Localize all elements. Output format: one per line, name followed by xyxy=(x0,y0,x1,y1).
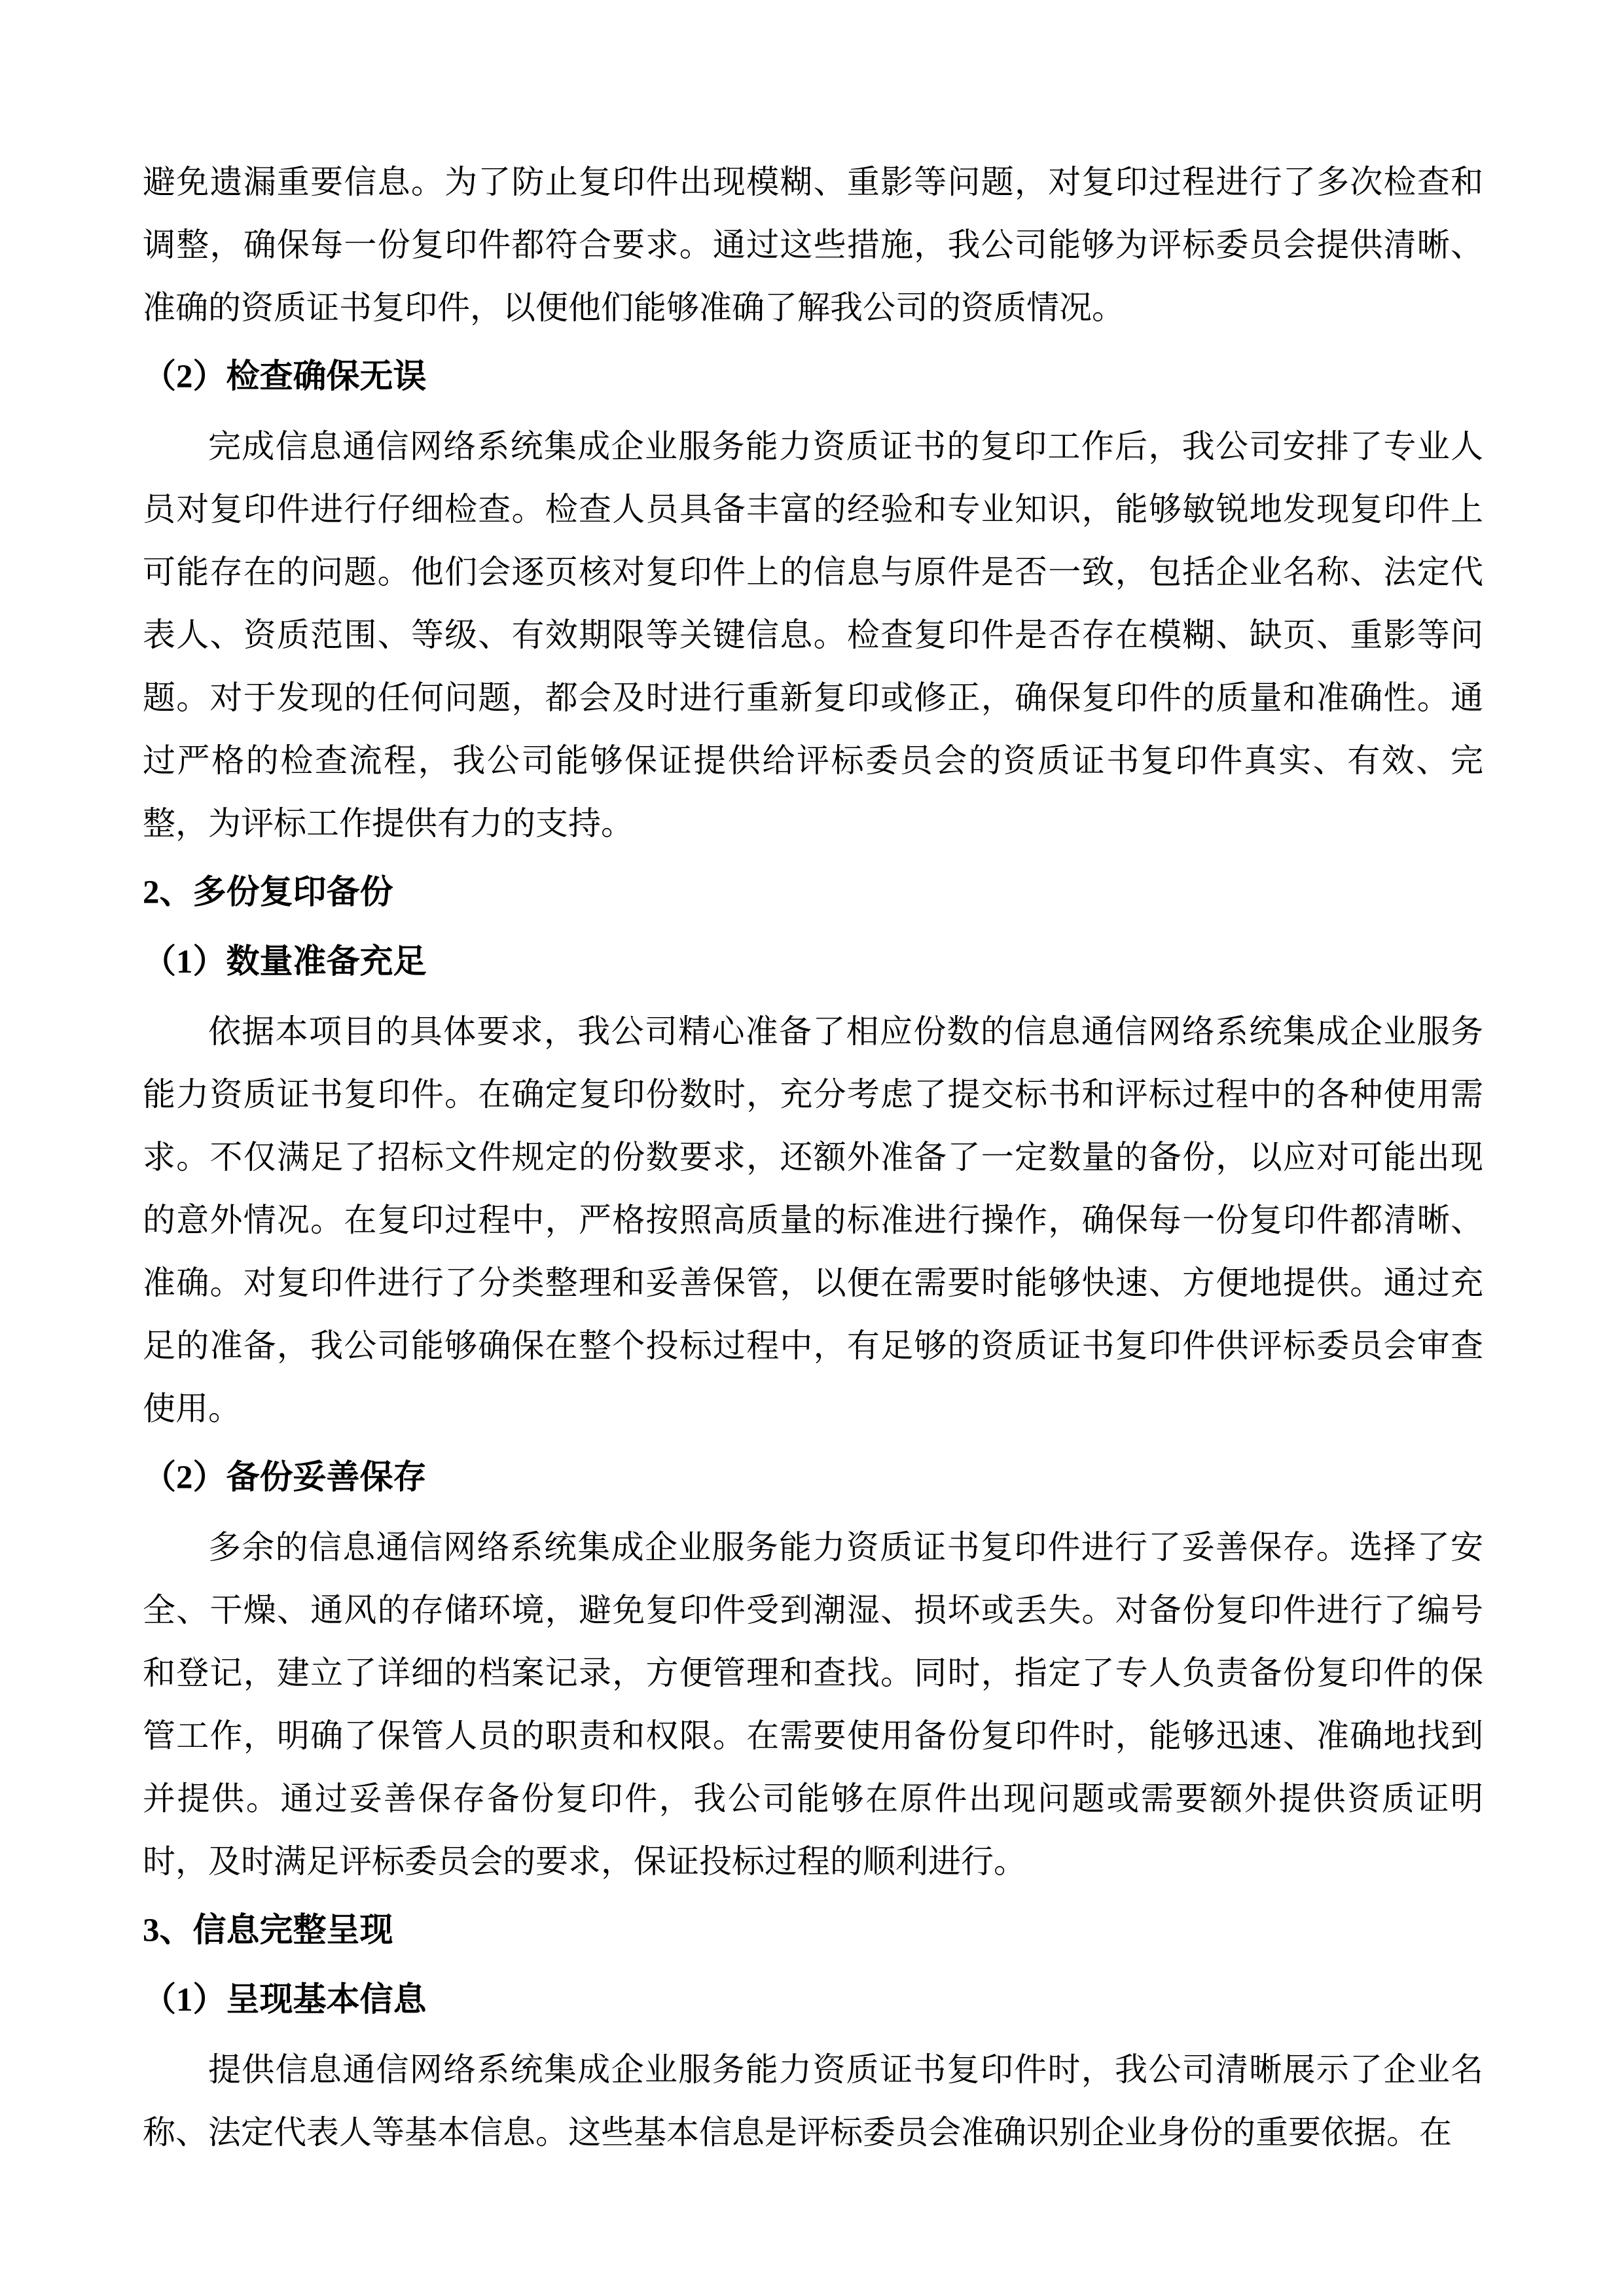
body-paragraph: 完成信息通信网络系统集成企业服务能力资质证书的复印工作后，我公司安排了专业人员对复印件进行仔细检查。检查人员具备丰富的经验和专业知识，能够敏锐地发现复印件上可能存在的问题。他们会逐页核对复印件上的信息与原件是否一致，包括企业名称、法定代表人、资质范围、等级、有效期限等关键信息。检查复印件是否存在模糊、缺页、重影等问题。对于发现的任何问题，都会及时进行重新复印或修正，确保复印件的质量和准确性。通过严格的检查流程，我公司能够保证提供给评标委员会的资质证书复印件真实、有效、完整，为评标工作提供有力的支持。 xyxy=(143,428,1483,842)
subsection-heading: （1）数量准备充足 xyxy=(143,944,427,980)
body-paragraph-continuation: 避免遗漏重要信息。为了防止复印件出现模糊、重影等问题，对复印过程进行了多次检查和调整，确保每一份复印件都符合要求。通过这些措施，我公司能够为评标委员会提供清晰、准确的资质证书复印件，以便他们能够准确了解我公司的资质情况。 xyxy=(143,164,1483,326)
body-paragraph: 多余的信息通信网络系统集成企业服务能力资质证书复印件进行了妥善保存。选择了安全、干燥、通风的存储环境，避免复印件受到潮湿、损坏或丢失。对备份复印件进行了编号和登记，建立了详细的档案记录，方便管理和查找。同时，指定了专人负责备份复印件的保管工作，明确了保管人员的职责和权限。在需要使用备份复印件时，能够迅速、准确地找到并提供。通过妥善保存备份复印件，我公司能够在原件出现问题或需要额外提供资质证明时，及时满足评标委员会的要求，保证投标过程的顺利进行。 xyxy=(143,1529,1483,1880)
subsection-heading: （2）检查确保无误 xyxy=(143,359,427,395)
body-paragraph: 提供信息通信网络系统集成企业服务能力资质证书复印件时，我公司清晰展示了企业名称、法定代表人等基本信息。这些基本信息是评标委员会准确识别企业身份的重要依据。在 xyxy=(143,2051,1483,2151)
subsection-heading: （1）呈现基本信息 xyxy=(143,1982,427,2018)
numbered-heading: 3、信息完整呈现 xyxy=(143,1912,393,1949)
numbered-heading: 2、多份复印备份 xyxy=(143,874,393,911)
body-paragraph: 依据本项目的具体要求，我公司精心准备了相应份数的信息通信网络系统集成企业服务能力资质证书复印件。在确定复印份数时，充分考虑了提交标书和评标过程中的各种使用需求。不仅满足了招标文件规定的份数要求，还额外准备了一定数量的备份，以应对可能出现的意外情况。在复印过程中，严格按照高质量的标准进行操作，确保每一份复印件都清晰、准确。对复印件进行了分类整理和妥善保管，以便在需要时能够快速、方便地提供。通过充足的准备，我公司能够确保在整个投标过程中，有足够的资质证书复印件供评标委员会审查使用。 xyxy=(143,1013,1483,1427)
subsection-heading: （2）备份妥善保存 xyxy=(143,1460,427,1496)
